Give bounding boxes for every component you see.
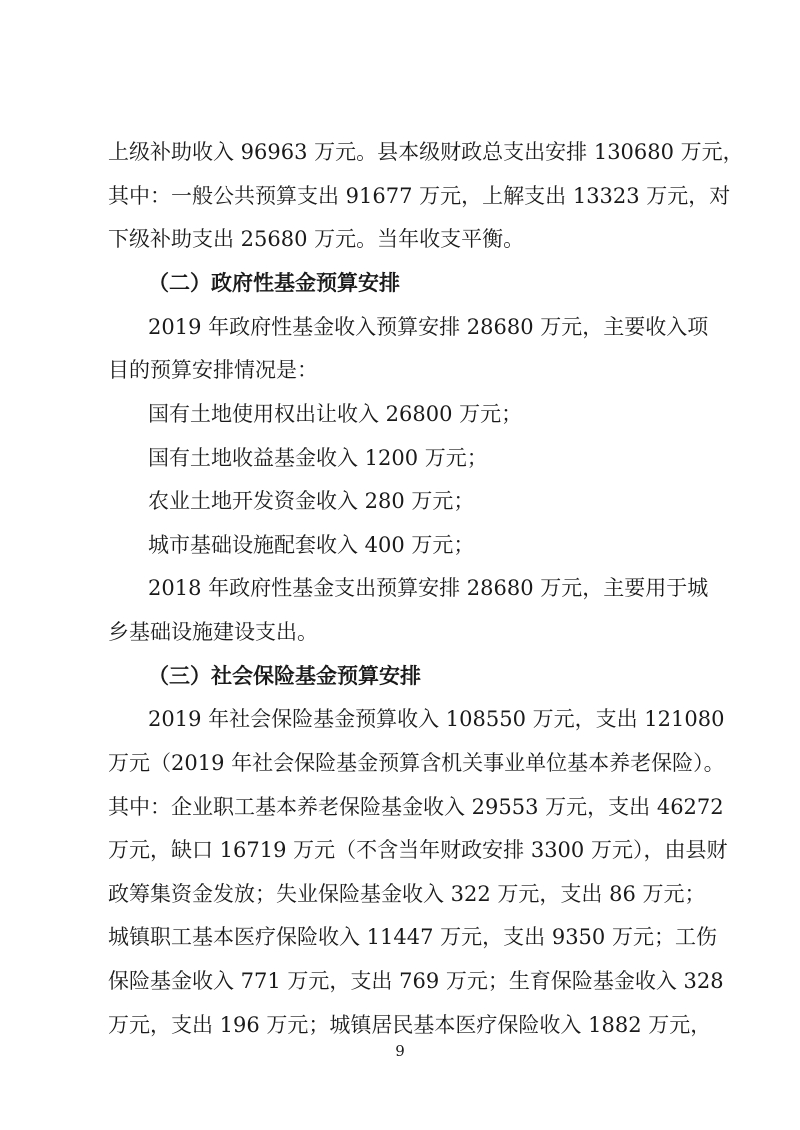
section-heading-2: （二）政府性基金预算安排: [148, 271, 400, 295]
body-line: 2019 年政府性基金收入预算安排 28680 万元，主要收入项: [148, 315, 709, 339]
body-line: 2018 年政府性基金支出预算安排 28680 万元，主要用于城: [148, 576, 709, 600]
body-line: 保险基金收入 771 万元，支出 769 万元；生育保险基金收入 328: [108, 969, 724, 993]
body-line: 其中：一般公共预算支出 91677 万元，上解支出 13323 万元，对: [108, 184, 731, 208]
list-line: 农业土地开发资金收入 280 万元；: [148, 489, 475, 513]
body-line: 城镇职工基本医疗保险收入 11447 万元，支出 9350 万元；工伤: [108, 925, 717, 949]
list-line: 国有土地使用权出让收入 26800 万元；: [148, 402, 523, 426]
body-line: 上级补助收入 96963 万元。县本级财政总支出安排 130680 万元，: [108, 140, 744, 164]
body-line: 政筹集资金发放；失业保险基金收入 322 万元，支出 86 万元；: [108, 882, 706, 906]
page-number: 9: [395, 1042, 405, 1060]
body-line: 万元（2019 年社会保险基金预算含机关事业单位基本养老保险）。: [108, 751, 725, 775]
body-line: 万元，支出 196 万元；城镇居民基本医疗保险收入 1882 万元，: [108, 1013, 712, 1037]
body-line: 2019 年社会保险基金预算收入 108550 万元，支出 121080: [148, 707, 725, 731]
body-line: 乡基础设施建设支出。: [108, 620, 318, 644]
section-heading-3: （三）社会保险基金预算安排: [148, 664, 421, 688]
list-line: 国有土地收益基金收入 1200 万元；: [148, 446, 488, 470]
body-line: 目的预算安排情况是：: [108, 358, 318, 382]
body-line: 万元，缺口 16719 万元（不含当年财政安排 3300 万元），由县财: [108, 838, 728, 862]
list-line: 城市基础设施配套收入 400 万元；: [148, 533, 475, 557]
body-line: 其中：企业职工基本养老保险基金收入 29553 万元，支出 46272: [108, 795, 724, 819]
body-line: 下级补助支出 25680 万元。当年收支平衡。: [108, 227, 525, 251]
